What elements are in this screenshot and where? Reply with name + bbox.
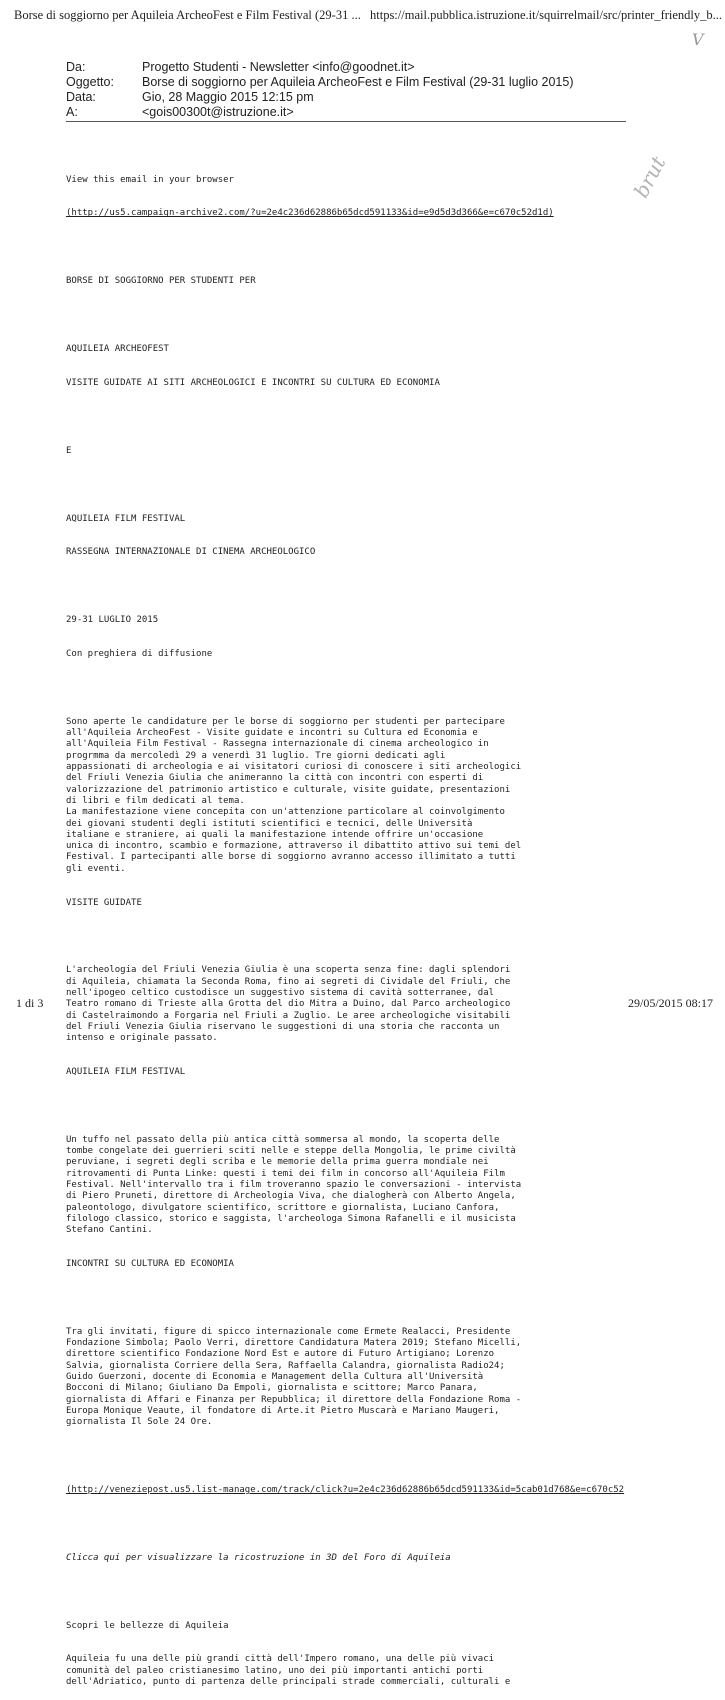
- view-in-browser-link[interactable]: (http://us5.campaign-archive2.com/?u=2e4c236d62886b65dcd591133&id=e9d5d3d366&e=c670c52d1d): [66, 208, 554, 219]
- to-row: [66, 105, 626, 120]
- text-line: paleontologo, divulgatore scientifico, scrittore e giornalista, Luciano Canfora,: [66, 1202, 500, 1213]
- heading-film-festival: AQUILEIA FILM FESTIVAL: [66, 513, 186, 524]
- text-line: Festival. Nell'intervallo tra i film troveranno spazio le conversazioni - intervista: [66, 1180, 522, 1191]
- email-meta: [66, 60, 626, 120]
- print-url: https://mail.pubblica.istruzione.it/squirrelmail/src/printer_friendly_b...: [370, 8, 723, 22]
- text-line: Tra gli invitati, figure di spicco internazionale come Ermete Realacci, Presidente: [66, 1326, 511, 1337]
- text-line: Festival. I partecipanti alle borse di soggiorno avranno accesso illimitato a tutti: [66, 852, 516, 863]
- text-line: nell'ipogeo celtico custodisce un suggestivo sistema di cavità sotterranee, dal: [66, 987, 495, 998]
- text-line: di Aquileia, chiamata la Seconda Roma, fino ai segreti di Cividale del Friuli, che: [66, 976, 511, 987]
- text-line: appassionati di archeologia e ai visitatori curiosi di conoscere i siti archeologici: [66, 762, 522, 773]
- text-line: ritrovamenti di Punta Linke: questi i temi dei film in concorso all'Aquileia Film: [66, 1168, 505, 1179]
- heading-conjunction: E: [66, 445, 72, 456]
- from-label: Da:: [66, 60, 86, 74]
- heading-visite-siti: VISITE GUIDATE AI SITI ARCHEOLOGICI E INCONTRI SU CULTURA ED ECONOMIA: [66, 377, 440, 388]
- text-line: tombe congelate dei guerrieri sciti nelle e steppe della Mongolia, le prime civiltà: [66, 1146, 516, 1157]
- text-line: filologo classico, storico e saggista, l'archeologa Simona Rafanelli e il musicista: [66, 1213, 516, 1224]
- film-paragraph: [66, 1135, 676, 1237]
- header-divider: [66, 121, 626, 122]
- text-line: del Friuli Venezia Giulia che animeranno la città con incontri con esperti di: [66, 773, 484, 784]
- festival-dates: 29-31 LUGLIO 2015: [66, 615, 159, 626]
- diffusion-note: Con preghiera di diffusione: [66, 649, 213, 660]
- text-line: L'archeologia del Friuli Venezia Giulia è una scoperta senza fine: dagli splendori: [66, 965, 511, 976]
- text-line: Teatro romano di Trieste alla Grotta del dio Mitra a Duino, dal Parco archeologico: [66, 999, 511, 1010]
- subject-label: Oggetto:: [66, 75, 114, 89]
- margin-note: brut: [628, 152, 671, 202]
- text-line: Aquileia fu una delle più grandi città dell'Impero romano, una delle più vivaci: [66, 1654, 495, 1665]
- text-line: Sono aperte le candidature per le borse di soggiorno per studenti per partecipare: [66, 716, 505, 727]
- to-label: A:: [66, 105, 78, 119]
- text-line: giornalista di Affari e Finanza per Repubblica; il direttore della Fondazione Roma -: [66, 1394, 522, 1405]
- text-line: peruviane, i segreti degli scriba e le memorie della prima guerra mondiale nei: [66, 1157, 489, 1168]
- section-visite-guidate: VISITE GUIDATE: [66, 897, 142, 908]
- text-line: unica di incontro, scambio e formazione, attraverso il dibattito attivo sui temi del: [66, 841, 522, 852]
- email-body: [66, 152, 676, 1700]
- text-line: dei giovani studenti degli istituti scientifici e tecnici, delle Università: [66, 818, 473, 829]
- text-line: all'Aquileia Film Festival - Rassegna internazionale di cinema archeologico in: [66, 739, 489, 750]
- visite-paragraph: [66, 965, 676, 1044]
- text-line: valorizzazione del patrimonio artistico e culturale, visite guidate, presentazioni: [66, 784, 511, 795]
- text-line: Europa Monique Veaute, il fondatore di Arte.it Pietro Muscarà e Mariano Maugeri,: [66, 1405, 500, 1416]
- view-in-browser-text: View this email in your browser: [66, 174, 234, 185]
- check-mark: V: [692, 30, 704, 49]
- scopri-heading: Scopri le bellezze di Aquileia: [66, 1620, 229, 1631]
- text-line: Fondazione Simbola; Paolo Verri, direttore Candidatura Matera 2019; Stefano Micelli,: [66, 1338, 522, 1349]
- page-counter: 1 di 3: [16, 996, 44, 1010]
- text-line: del Friuli Venezia Giulia riservano le suggestioni di una storia che racconta un: [66, 1021, 500, 1032]
- date-label: Data:: [66, 90, 96, 104]
- text-line: gli eventi.: [66, 863, 126, 874]
- from-value: Progetto Studenti - Newsletter <info@goodnet.it>: [142, 60, 415, 74]
- text-line: all'Aquileia ArcheoFest - Visite guidate e incontri su Cultura ed Economia e: [66, 728, 478, 739]
- print-title: Borse di soggiorno per Aquileia ArcheoFest e Film Festival (29-31 ...: [14, 8, 361, 22]
- text-line: giornalista Il Sole 24 Ore.: [66, 1417, 213, 1428]
- date-value: Gio, 28 Maggio 2015 12:15 pm: [142, 90, 314, 104]
- text-line: Un tuffo nel passato della più antica città sommersa al mondo, la scoperta delle: [66, 1134, 500, 1145]
- text-line: Guido Guerzoni, docente di Economia e Management della Cultura all'Università: [66, 1372, 484, 1383]
- from-row: [66, 60, 626, 75]
- text-line: direttore scientifico Fondazione Nord Est e autore di Futuro Artigiano; Lorenzo: [66, 1349, 495, 1360]
- text-line: italiane e straniere, ai quali la manifestazione intende offrire un'occasione: [66, 829, 484, 840]
- subject-row: [66, 75, 626, 90]
- text-line: progrmma da mercoledì 29 a venerdì 31 luglio. Tre giorni dedicati agli: [66, 750, 446, 761]
- text-line: intenso e originale passato.: [66, 1033, 218, 1044]
- foro-3d-link-text[interactable]: Clicca qui per visualizzare la ricostruzione in 3D del Foro di Aquileia: [66, 1552, 451, 1563]
- heading-rassegna: RASSEGNA INTERNAZIONALE DI CINEMA ARCHEOLOGICO: [66, 547, 316, 558]
- text-line: dell'Adriatico, punto di partenza delle principali strade commerciali, culturali e: [66, 1677, 511, 1688]
- text-line: Bocconi di Milano; Giuliano Da Empoli, giornalista e scittore; Marco Panara,: [66, 1383, 478, 1394]
- section-incontri: INCONTRI SU CULTURA ED ECONOMIA: [66, 1259, 234, 1270]
- print-datetime: 29/05/2015 08:17: [627, 996, 713, 1010]
- text-line: di Piero Pruneti, direttore di Archeologia Viva, che dialogherà con Alberto Angela,: [66, 1191, 516, 1202]
- to-value: <gois00300t@istruzione.it>: [142, 105, 294, 119]
- text-line: Stefano Cantini.: [66, 1225, 153, 1236]
- incontri-paragraph: [66, 1327, 676, 1429]
- date-row: [66, 90, 626, 105]
- heading-archeofest: AQUILEIA ARCHEOFEST: [66, 344, 169, 355]
- text-line: Salvia, giornalista Corriere della Sera, Raffaella Calandra, giornalista Radio24;: [66, 1360, 505, 1371]
- aquileia-paragraph: [66, 1654, 676, 1688]
- section-film-festival: AQUILEIA FILM FESTIVAL: [66, 1067, 186, 1078]
- text-line: La manifestazione viene concepita con un'attenzione particolare al coinvolgimento: [66, 807, 505, 818]
- text-line: comunità del paleo cristianesimo latino, uno dei più importanti antichi porti: [66, 1665, 484, 1676]
- text-line: di Castelraimondo a Forgaria nel Friuli a Zuglio. Le aree archeologiche visitabili: [66, 1010, 511, 1021]
- text-line: di libri e film dedicati al tema.: [66, 795, 245, 806]
- track-click-link[interactable]: (http://veneziepost.us5.list-manage.com/track/click?u=2e4c236d62886b65dcd591133&id=5cab01d768&e=c670c52: [66, 1485, 625, 1496]
- intro-paragraph: [66, 717, 676, 875]
- subject-value: Borse di soggiorno per Aquileia ArcheoFest e Film Festival (29-31 luglio 2015): [142, 75, 574, 89]
- heading-borse: BORSE DI SOGGIORNO PER STUDENTI PER: [66, 276, 256, 287]
